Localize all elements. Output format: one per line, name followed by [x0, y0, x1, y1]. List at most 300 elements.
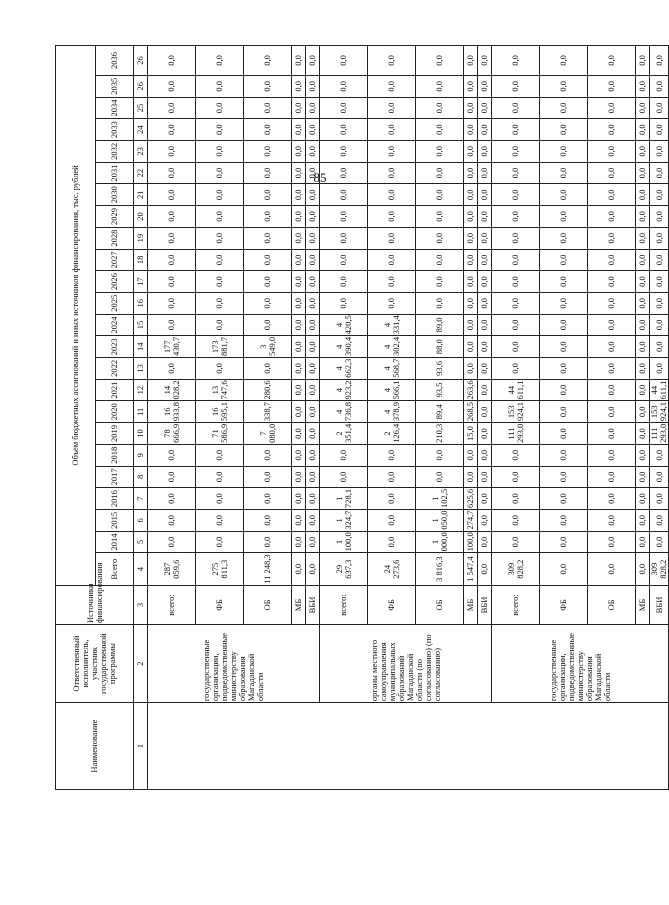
value-cell: 0,0 — [464, 292, 478, 314]
value-cell: 0,0 — [464, 358, 478, 380]
value-cell: 625,6 — [464, 488, 478, 510]
value-cell: 0,0 — [540, 75, 588, 97]
value-cell: 0,0 — [636, 488, 650, 510]
column-number: 26 — [134, 46, 148, 76]
value-cell: 0,0 — [540, 249, 588, 271]
value-cell: 0,0 — [148, 271, 196, 293]
value-cell: 0,0 — [368, 509, 416, 531]
year-header: 2031 — [96, 162, 134, 184]
value-cell: 4 390,4 — [320, 336, 368, 358]
column-number: 18 — [134, 249, 148, 271]
column-number: 11 — [134, 401, 148, 423]
value-cell: 16 933,8 — [148, 401, 196, 423]
value-cell: 0,0 — [148, 444, 196, 466]
value-cell: 0,0 — [306, 401, 320, 423]
year-header: 2025 — [96, 292, 134, 314]
value-cell: 0,0 — [588, 509, 636, 531]
value-cell: 0,0 — [478, 97, 492, 119]
value-cell: 0,0 — [650, 271, 669, 293]
value-cell: 274,7 — [464, 509, 478, 531]
value-cell: 0,0 — [540, 401, 588, 423]
value-cell: 0,0 — [244, 75, 292, 97]
value-cell: 0,0 — [588, 271, 636, 293]
value-cell: 0,0 — [196, 184, 244, 206]
value-cell: 4 566,1 — [368, 379, 416, 401]
column-numbers-row — [134, 46, 148, 790]
value-cell: 0,0 — [636, 444, 650, 466]
value-cell: 0,0 — [650, 509, 669, 531]
value-cell: 0,0 — [588, 379, 636, 401]
table-row — [148, 46, 196, 790]
value-cell: 0,0 — [540, 509, 588, 531]
value-cell: 0,0 — [292, 46, 306, 76]
value-cell: 0,0 — [636, 466, 650, 488]
value-cell: 0,0 — [588, 336, 636, 358]
value-cell: 280,6 — [244, 379, 292, 401]
year-header: 2015 — [96, 509, 134, 531]
value-cell: 0,0 — [492, 97, 540, 119]
value-cell: 0,0 — [244, 531, 292, 553]
value-cell: 0,0 — [464, 119, 478, 141]
value-cell: 0,0 — [368, 466, 416, 488]
value-cell: 0,0 — [636, 46, 650, 76]
value-cell: 0,0 — [244, 292, 292, 314]
value-cell: 0,0 — [416, 119, 464, 141]
value-cell: 0,0 — [148, 358, 196, 380]
value-cell: 0,0 — [320, 227, 368, 249]
value-cell: 0,0 — [492, 271, 540, 293]
value-cell: 0,0 — [416, 206, 464, 228]
total-cell: 275 811,3 — [196, 553, 244, 586]
value-cell: 0,0 — [416, 97, 464, 119]
value-cell: 0,0 — [464, 227, 478, 249]
value-cell: 7 080,0 — [244, 423, 292, 445]
total-cell: 0,0 — [478, 553, 492, 586]
column-number: 2 — [134, 625, 148, 703]
value-cell: 0,0 — [464, 444, 478, 466]
value-cell: 0,0 — [306, 162, 320, 184]
value-cell: 4 331,4 — [368, 314, 416, 336]
year-header: 2036 — [96, 46, 134, 76]
value-cell: 0,0 — [148, 292, 196, 314]
value-cell: 0,0 — [306, 531, 320, 553]
value-cell: 0,0 — [368, 75, 416, 97]
value-cell: 0,0 — [244, 141, 292, 163]
column-number: 16 — [134, 292, 148, 314]
value-cell: 0,0 — [540, 97, 588, 119]
value-cell: 0,0 — [320, 75, 368, 97]
value-cell: 0,0 — [492, 444, 540, 466]
value-cell: 0,0 — [540, 271, 588, 293]
value-cell: 0,0 — [196, 466, 244, 488]
year-header: 2033 — [96, 119, 134, 141]
column-number: 13 — [134, 358, 148, 380]
value-cell: 0,0 — [292, 206, 306, 228]
value-cell: 0,0 — [464, 97, 478, 119]
value-cell: 0,0 — [292, 444, 306, 466]
value-cell: 0,0 — [636, 206, 650, 228]
value-cell: 0,0 — [196, 444, 244, 466]
value-cell: 0,0 — [320, 444, 368, 466]
value-cell: 0,0 — [650, 444, 669, 466]
total-cell: 0,0 — [540, 553, 588, 586]
source-cell: МБ — [636, 585, 650, 624]
value-cell: 0,0 — [464, 336, 478, 358]
value-cell: 0,0 — [636, 531, 650, 553]
column-number: 23 — [134, 141, 148, 163]
total-cell: 0,0 — [636, 553, 650, 586]
value-cell: 0,0 — [636, 292, 650, 314]
value-cell: 44 611,1 — [492, 379, 540, 401]
value-cell: 0,0 — [244, 249, 292, 271]
value-cell: 0,0 — [244, 444, 292, 466]
value-cell: 0,0 — [368, 444, 416, 466]
value-cell: 0,0 — [244, 358, 292, 380]
column-number: 22 — [134, 162, 148, 184]
value-cell: 0,0 — [148, 119, 196, 141]
value-cell: 1 100,0 — [320, 531, 368, 553]
value-cell: 0,0 — [292, 75, 306, 97]
value-cell: 0,0 — [492, 227, 540, 249]
column-number: 15 — [134, 314, 148, 336]
source-cell: ФБ — [368, 585, 416, 624]
value-cell: 0,0 — [196, 206, 244, 228]
value-cell: 0,0 — [650, 488, 669, 510]
value-cell: 0,0 — [416, 249, 464, 271]
value-cell: 0,0 — [244, 509, 292, 531]
financing-table — [55, 45, 669, 790]
value-cell: 0,0 — [650, 466, 669, 488]
total-cell: 287 059,6 — [148, 553, 196, 586]
value-cell: 0,0 — [636, 509, 650, 531]
value-cell: 0,0 — [368, 184, 416, 206]
value-cell: 0,0 — [306, 509, 320, 531]
value-cell: 13 747,6 — [196, 379, 244, 401]
value-cell: 0,0 — [650, 119, 669, 141]
column-number: 10 — [134, 423, 148, 445]
value-cell: 0,0 — [588, 444, 636, 466]
value-cell: 0,0 — [478, 379, 492, 401]
value-cell: 0,0 — [478, 358, 492, 380]
value-cell: 0,0 — [650, 249, 669, 271]
value-cell: 0,0 — [416, 46, 464, 76]
value-cell: 0,0 — [196, 119, 244, 141]
value-cell: 0,0 — [368, 227, 416, 249]
total-cell: 309 828,2 — [492, 553, 540, 586]
value-cell: 16 595,1 — [196, 401, 244, 423]
value-cell: 0,0 — [478, 249, 492, 271]
value-cell: 2 351,4 — [320, 423, 368, 445]
column-number: 25 — [134, 97, 148, 119]
value-cell: 0,0 — [492, 466, 540, 488]
value-cell: 0,0 — [588, 314, 636, 336]
value-cell: 0,0 — [464, 75, 478, 97]
value-cell: 111 293,0 — [649, 423, 668, 443]
value-cell: 4 378,9 — [368, 401, 416, 423]
year-header: 2016 — [96, 488, 134, 510]
value-cell: 0,0 — [292, 249, 306, 271]
value-cell: 0,0 — [636, 423, 650, 445]
value-cell: 0,0 — [588, 97, 636, 119]
value-cell: 0,0 — [636, 314, 650, 336]
value-cell: 1 050,0 — [416, 509, 464, 531]
source-cell: ФБ — [196, 585, 244, 624]
value-cell: 0,0 — [492, 184, 540, 206]
value-cell: 0,0 — [636, 336, 650, 358]
value-cell: 1 102,5 — [416, 488, 464, 510]
value-cell: 0,0 — [540, 141, 588, 163]
value-cell: 0,0 — [478, 423, 492, 445]
value-cell: 268,5 — [464, 401, 478, 423]
value-cell: 14 028,2 — [148, 379, 196, 401]
value-cell: 177 430,7 — [148, 336, 196, 358]
value-cell: 0,0 — [650, 97, 669, 119]
value-cell: 0,0 — [636, 119, 650, 141]
value-cell: 0,0 — [244, 206, 292, 228]
value-cell: 0,0 — [306, 271, 320, 293]
value-cell: 0,0 — [196, 271, 244, 293]
column-number: 17 — [134, 271, 148, 293]
value-cell: 0,0 — [244, 162, 292, 184]
total-cell: 24 273,6 — [368, 553, 416, 586]
value-cell: 0,0 — [540, 314, 588, 336]
value-cell: 0,0 — [478, 271, 492, 293]
value-cell: 0,0 — [196, 314, 244, 336]
value-cell: 0,0 — [306, 97, 320, 119]
value-cell: 0,0 — [492, 162, 540, 184]
value-cell: 0,0 — [478, 46, 492, 76]
value-cell: 0,0 — [492, 314, 540, 336]
total-cell: 0,0 — [306, 553, 320, 586]
value-cell: 0,0 — [492, 531, 540, 553]
value-cell: 0,0 — [540, 488, 588, 510]
value-cell: 0,0 — [306, 249, 320, 271]
source-cell: всего: — [320, 585, 368, 624]
value-cell: 4 923,2 — [320, 379, 368, 401]
year-header: 2029 — [96, 206, 134, 228]
value-cell: 0,0 — [148, 141, 196, 163]
value-cell: 173 881,7 — [196, 336, 244, 358]
value-cell: 0,0 — [588, 141, 636, 163]
value-cell: 0,0 — [650, 206, 669, 228]
value-cell: 0,0 — [320, 249, 368, 271]
value-cell: 0,0 — [292, 292, 306, 314]
value-cell: 0,0 — [292, 423, 306, 445]
value-cell: 0,0 — [540, 358, 588, 380]
value-cell: 0,0 — [148, 46, 196, 76]
value-cell: 0,0 — [306, 119, 320, 141]
header-volume-title: Объем бюджетных ассигнований и иных источников финансирования, тыс. рублей — [56, 46, 96, 586]
value-cell: 0,0 — [148, 466, 196, 488]
value-cell: 0,0 — [478, 292, 492, 314]
value-cell: 0,0 — [650, 184, 669, 206]
header-source: Источники финансирования — [56, 585, 134, 624]
value-cell: 0,0 — [148, 97, 196, 119]
value-cell: 0,0 — [320, 206, 368, 228]
column-number: 9 — [134, 444, 148, 466]
value-cell: 0,0 — [416, 444, 464, 466]
year-header: 2019 — [96, 423, 134, 445]
value-cell: 0,0 — [478, 119, 492, 141]
value-cell: 0,0 — [368, 46, 416, 76]
value-cell: 0,0 — [292, 119, 306, 141]
value-cell: 1 324,7 — [320, 509, 368, 531]
value-cell: 0,0 — [196, 249, 244, 271]
value-cell: 0,0 — [306, 488, 320, 510]
value-cell: 0,0 — [244, 184, 292, 206]
year-header: 2034 — [96, 97, 134, 119]
value-cell: 0,0 — [636, 227, 650, 249]
value-cell: 0,0 — [292, 336, 306, 358]
column-number: 14 — [134, 336, 148, 358]
value-cell: 0,0 — [492, 488, 540, 510]
value-cell: 0,0 — [478, 444, 492, 466]
value-cell: 0,0 — [636, 358, 650, 380]
total-cell: 29 637,3 — [320, 553, 368, 586]
value-cell: 1 000,0 — [416, 531, 464, 553]
value-cell: 0,0 — [478, 466, 492, 488]
value-cell: 0,0 — [540, 336, 588, 358]
value-cell: 93,5 — [416, 379, 464, 401]
source-cell: всего: — [492, 585, 540, 624]
value-cell: 0,0 — [478, 488, 492, 510]
value-cell: 0,0 — [478, 184, 492, 206]
value-cell: 0,0 — [244, 466, 292, 488]
value-cell: 0,0 — [478, 509, 492, 531]
value-cell: 0,0 — [148, 509, 196, 531]
value-cell: 0,0 — [244, 488, 292, 510]
value-cell: 0,0 — [244, 119, 292, 141]
value-cell: 0,0 — [588, 75, 636, 97]
value-cell: 0,0 — [478, 162, 492, 184]
value-cell: 0,0 — [196, 75, 244, 97]
value-cell: 0,0 — [416, 271, 464, 293]
year-header: 2030 — [96, 184, 134, 206]
source-cell: всего: — [148, 585, 196, 624]
column-number: 20 — [134, 206, 148, 228]
value-cell: 0,0 — [196, 531, 244, 553]
value-cell: 4 568,7 — [368, 358, 416, 380]
value-cell: 0,0 — [492, 141, 540, 163]
column-number: 21 — [134, 184, 148, 206]
value-cell: 0,0 — [196, 509, 244, 531]
value-cell: 0,0 — [416, 292, 464, 314]
value-cell: 0,0 — [306, 358, 320, 380]
value-cell: 0,0 — [588, 401, 636, 423]
value-cell: 0,0 — [588, 119, 636, 141]
column-number: 6 — [134, 509, 148, 531]
rotated-table-container — [55, 45, 668, 790]
value-cell: 0,0 — [636, 75, 650, 97]
source-cell: ВБИ — [306, 585, 320, 624]
value-cell: 0,0 — [478, 401, 492, 423]
value-cell: 0,0 — [478, 227, 492, 249]
value-cell: 0,0 — [588, 358, 636, 380]
total-cell: 11 248,3 — [244, 553, 292, 586]
value-cell: 0,0 — [464, 184, 478, 206]
value-cell: 15,0 — [464, 423, 478, 445]
value-cell: 0,0 — [306, 292, 320, 314]
value-cell: 0,0 — [416, 75, 464, 97]
value-cell: 0,0 — [292, 227, 306, 249]
source-cell: ОБ — [416, 585, 464, 624]
year-header: 2024 — [96, 314, 134, 336]
value-cell: 0,0 — [464, 314, 478, 336]
value-cell: 0,0 — [244, 97, 292, 119]
value-cell: 0,0 — [588, 227, 636, 249]
column-number: 24 — [134, 119, 148, 141]
value-cell: 0,0 — [292, 509, 306, 531]
value-cell: 0,0 — [464, 46, 478, 76]
value-cell: 89,4 — [416, 401, 464, 423]
table-row — [320, 46, 368, 790]
value-cell: 0,0 — [292, 162, 306, 184]
value-cell: 0,0 — [650, 531, 669, 553]
value-cell: 0,0 — [478, 314, 492, 336]
value-cell: 0,0 — [292, 466, 306, 488]
value-cell: 153 924,1 — [649, 402, 668, 422]
value-cell: 89,0 — [416, 314, 464, 336]
total-cell: 0,0 — [588, 553, 636, 586]
value-cell: 4 302,4 — [368, 336, 416, 358]
value-cell: 0,0 — [636, 379, 650, 401]
value-cell: 0,0 — [196, 162, 244, 184]
value-cell: 111 293,0 — [492, 423, 540, 445]
value-cell: 0,0 — [320, 141, 368, 163]
value-cell: 0,0 — [368, 249, 416, 271]
header-total: Всего — [96, 553, 134, 586]
value-cell: 0,0 — [148, 184, 196, 206]
column-number: 4 — [134, 553, 148, 586]
value-cell: 0,0 — [464, 249, 478, 271]
value-cell: 0,0 — [650, 227, 669, 249]
value-cell: 0,0 — [588, 206, 636, 228]
value-cell: 0,0 — [244, 227, 292, 249]
total-cell: 3 816,3 — [416, 553, 464, 586]
value-cell: 0,0 — [292, 401, 306, 423]
value-cell: 0,0 — [292, 314, 306, 336]
value-cell: 0,0 — [464, 206, 478, 228]
value-cell: 44 611,1 — [649, 380, 668, 400]
value-cell: 0,0 — [540, 444, 588, 466]
column-number: 3 — [134, 585, 148, 624]
value-cell: 0,0 — [478, 336, 492, 358]
value-cell: 0,0 — [540, 466, 588, 488]
year-header: 2023 — [96, 336, 134, 358]
year-header: 2018 — [96, 444, 134, 466]
value-cell: 0,0 — [540, 184, 588, 206]
value-cell: 0,0 — [416, 227, 464, 249]
value-cell: 0,0 — [650, 314, 669, 336]
value-cell: 0,0 — [292, 379, 306, 401]
value-cell: 0,0 — [650, 292, 669, 314]
value-cell: 0,0 — [540, 119, 588, 141]
value-cell: 0,0 — [588, 423, 636, 445]
value-cell: 0,0 — [636, 271, 650, 293]
value-cell: 0,0 — [540, 423, 588, 445]
source-cell: МБ — [464, 585, 478, 624]
year-header: 2020 — [96, 401, 134, 423]
value-cell: 0,0 — [196, 141, 244, 163]
value-cell: 0,0 — [464, 466, 478, 488]
value-cell: 0,0 — [292, 271, 306, 293]
value-cell: 0,0 — [368, 141, 416, 163]
value-cell: 0,0 — [588, 488, 636, 510]
value-cell: 0,0 — [540, 206, 588, 228]
value-cell: 0,0 — [148, 162, 196, 184]
value-cell: 0,0 — [368, 488, 416, 510]
value-cell: 93,6 — [416, 358, 464, 380]
